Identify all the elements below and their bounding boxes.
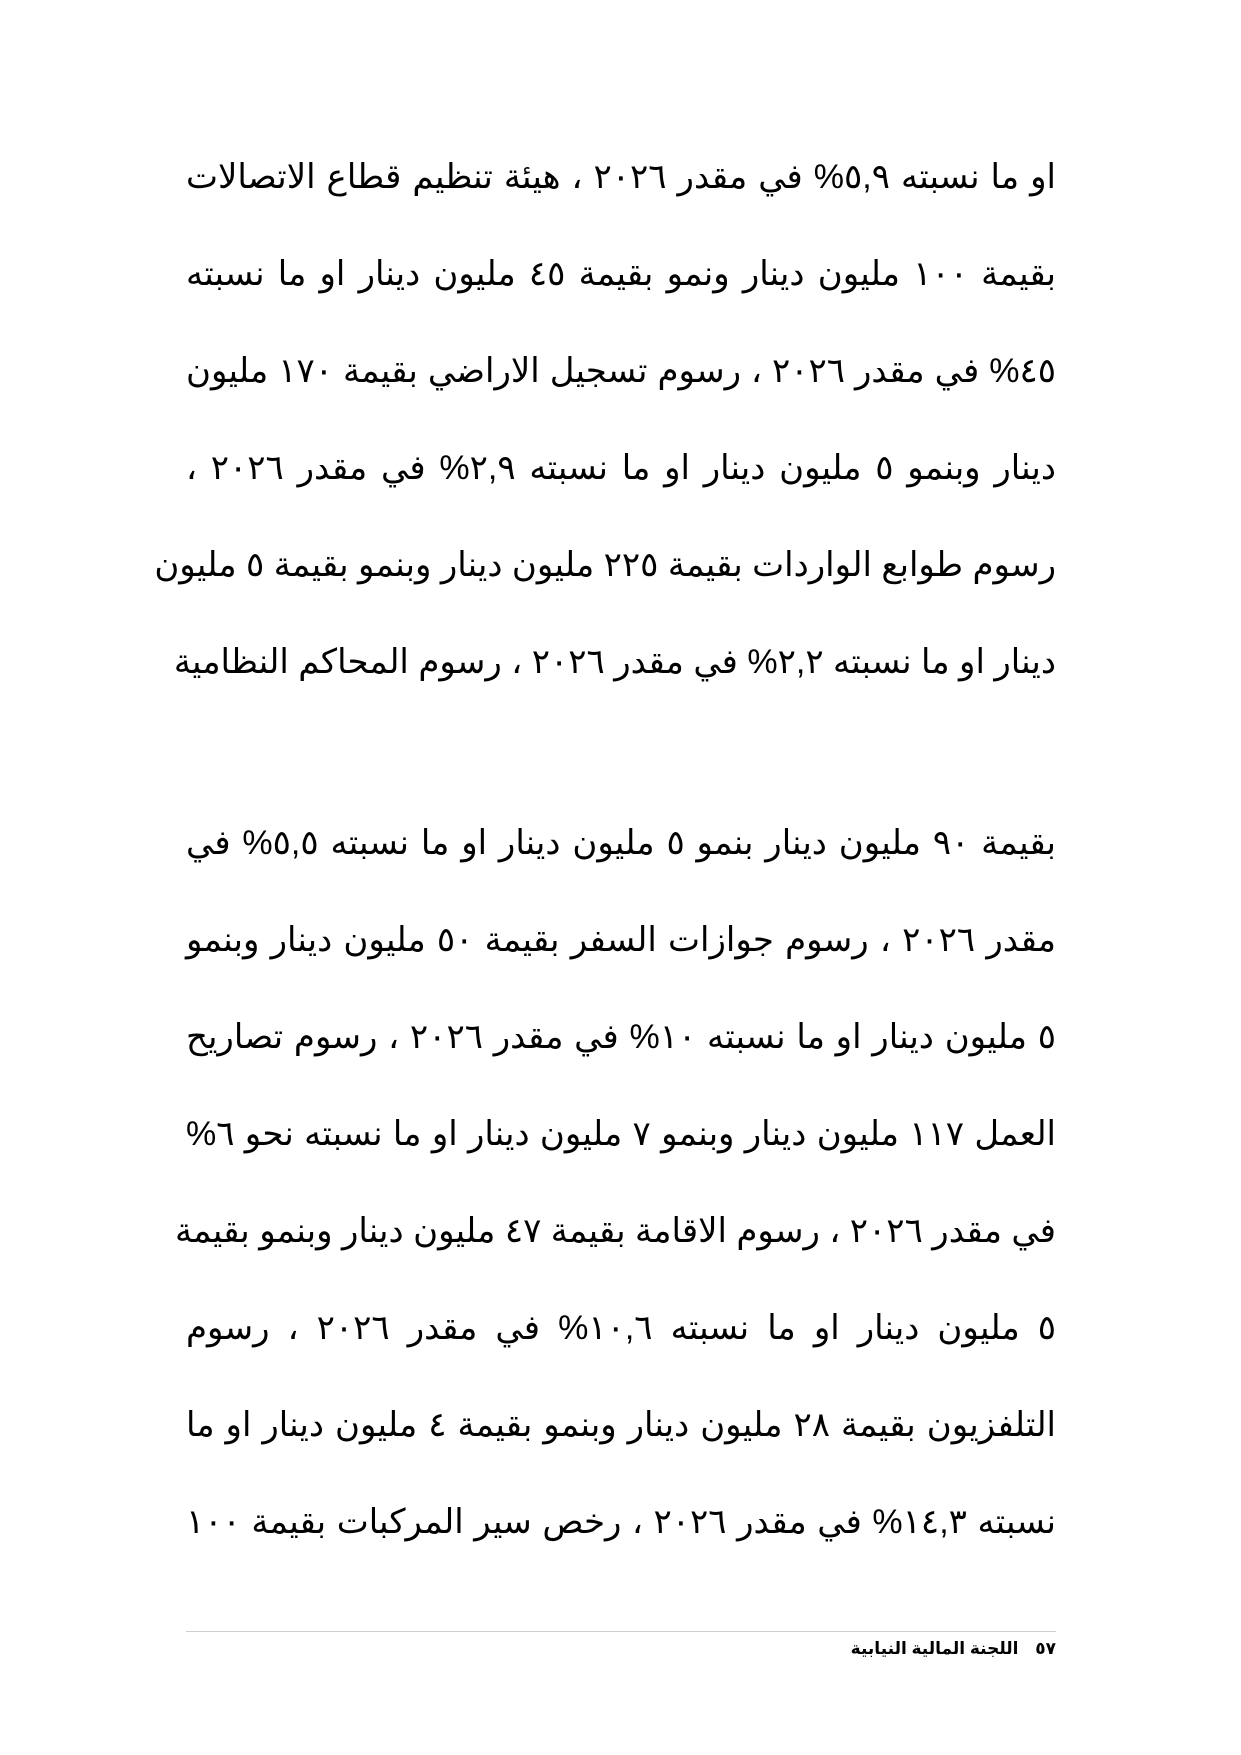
paragraph-line: ٥ مليون دينار او ما نسبته ١٠,٦% في مقدر ٢٠٢٦ ، رسوم	[186, 1309, 1057, 1347]
paragraph-line: التلفزيون بقيمة ٢٨ مليون دينار وبنمو بقيمة ٤ مليون دينار او ما	[186, 1406, 1056, 1444]
paragraph-line: او ما نسبته ٥,٩% في مقدر ٢٠٢٦ ، هيئة تنظيم قطاع الاتصالات	[186, 158, 1056, 196]
footer-divider	[186, 1631, 1056, 1632]
paragraph-line: رسوم طوابع الواردات بقيمة ٢٢٥ مليون دينار وبنمو بقيمة ٥ مليون	[154, 546, 1056, 584]
paragraph-line: بقيمة ١٠٠ مليون دينار ونمو بقيمة ٤٥ مليون دينار او ما نسبته	[186, 255, 1056, 293]
paragraph-line: العمل ١١٧ مليون دينار وبنمو ٧ مليون دينار او ما نسبته نحو ٦%	[186, 1115, 1056, 1153]
paragraph-line: في مقدر ٢٠٢٦ ، رسوم الاقامة بقيمة ٤٧ مليون دينار وبنمو بقيمة	[174, 1212, 1056, 1250]
page-footer	[851, 1639, 1056, 1659]
paragraph-line: ٤٥% في مقدر ٢٠٢٦ ، رسوم تسجيل الاراضي بقيمة ١٧٠ مليون	[186, 352, 1056, 390]
paragraph-line: مقدر ٢٠٢٦ ، رسوم جوازات السفر بقيمة ٥٠ مليون دينار وبنمو	[186, 921, 1057, 959]
paragraph-line: نسبته ١٤,٣% في مقدر ٢٠٢٦ ، رخص سير المركبات بقيمة ١٠٠	[186, 1503, 1056, 1541]
paragraph-line: بقيمة ٩٠ مليون دينار بنمو ٥ مليون دينار او ما نسبته ٥,٥% في	[186, 824, 1056, 862]
paragraph-1	[154, 129, 1057, 711]
committee-name: اللجنة المالية النيابية	[850, 1639, 1019, 1658]
paragraph-2	[174, 795, 1057, 1571]
paragraph-line: ٥ مليون دينار او ما نسبته ١٠% في مقدر ٢٠٢٦ ، رسوم تصاريح	[186, 1018, 1056, 1056]
paragraph-line: دينار وبنمو ٥ مليون دينار او ما نسبته ٢,٩% في مقدر ٢٠٢٦ ،	[186, 449, 1057, 487]
page-number: ٥٧	[1035, 1639, 1056, 1658]
paragraph-line: دينار او ما نسبته ٢,٢% في مقدر ٢٠٢٦ ، رسوم المحاكم النظامية	[173, 643, 1056, 681]
